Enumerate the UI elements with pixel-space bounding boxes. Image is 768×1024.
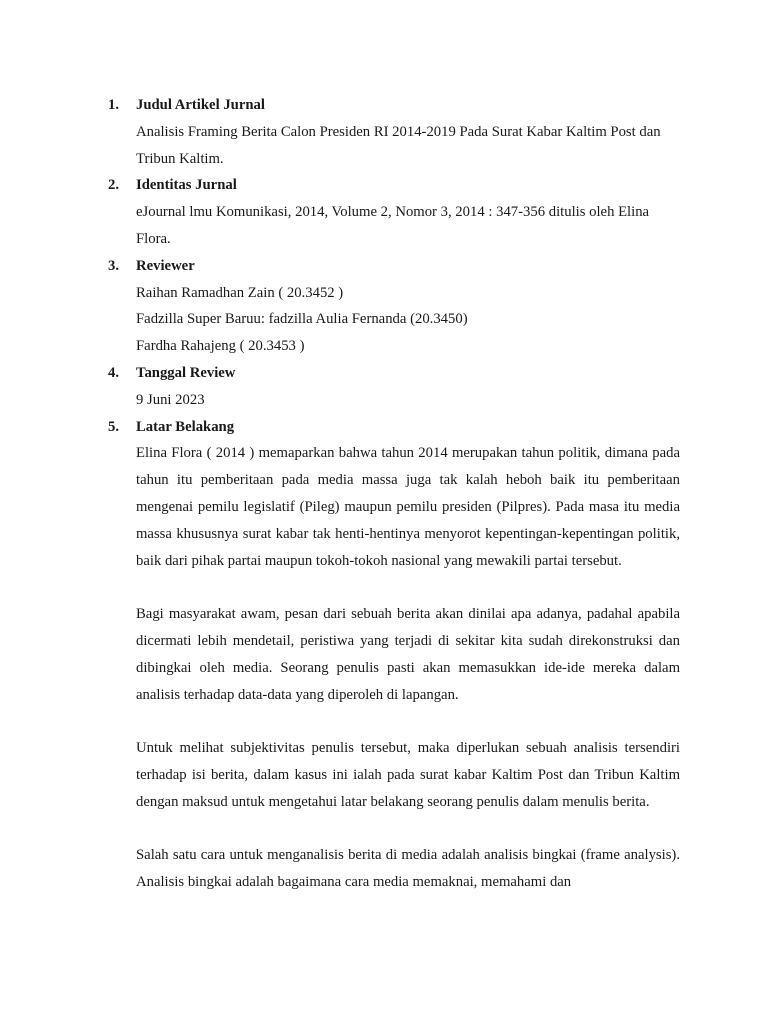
list-number: 2.: [108, 177, 120, 194]
section-heading: [108, 172, 680, 199]
section-tanggal-review: [108, 360, 680, 414]
background-paragraph: Bagi masyarakat awam, pesan dari sebuah berita akan dinilai apa adanya, padahal apabila dicermati lebih mendetail, peristiwa yang terjadi di sekitar kita sudah direkonstruksi dan dibingkai oleh media. Seorang penulis pasti akan memasukkan ide-ide mereka dalam analisis terhadap data-data yang diperoleh di lapangan.: [136, 606, 680, 703]
list-number: 1.: [108, 97, 120, 113]
section-reviewer: [108, 253, 680, 360]
heading-text: Tanggal Review: [136, 364, 236, 381]
review-date: 9 Juni 2023: [136, 391, 205, 408]
journal-identity-text: eJournal lmu Komunikasi, 2014, Volume 2, Nomor 3, 2014 : 347-356 ditulis oleh Elina Flora.: [136, 204, 650, 247]
section-heading: [108, 253, 680, 280]
background-paragraph: Untuk melihat subjektivitas penulis tersebut, maka diperlukan sebuah analisis tersendiri terhadap isi berita, dalam kasus ini ialah pada surat kabar Kaltim Post dan Tribun Kaltim dengan maksud untuk mengetahui latar belakang seorang penulis dalam menulis berita.: [136, 740, 680, 810]
section-heading: [108, 92, 680, 119]
section-heading: [108, 414, 680, 441]
section-identitas-jurnal: [108, 172, 680, 252]
background-paragraph: Salah satu cara untuk menganalisis berita di media adalah analisis bingkai (frame analysis). Analisis bingkai adalah bagaimana cara media memaknai, memahami dan: [136, 847, 680, 891]
list-number: 4.: [108, 364, 120, 381]
reviewer-name: Raihan Ramadhan Zain ( 20.3452 ): [136, 284, 344, 301]
list-number: 3.: [108, 257, 120, 274]
document-body: [108, 92, 680, 896]
reviewer-name: Fadzilla Super Baruu: fadzilla Aulia Fernanda (20.3450): [136, 311, 468, 328]
section-latar-belakang: [108, 414, 680, 896]
section-judul-artikel: [108, 92, 680, 172]
section-heading: [108, 360, 680, 387]
heading-text: Identitas Jurnal: [136, 177, 237, 194]
article-title-text: Analisis Framing Berita Calon Presiden RI 2014-2019 Pada Surat Kabar Kaltim Post dan Tribun Kaltim.: [136, 123, 661, 167]
background-paragraph: Elina Flora ( 2014 ) memaparkan bahwa tahun 2014 merupakan tahun politik, dimana pada tahun itu pemberitaan pada media massa juga tak kalah heboh baik itu pemberitaan mengenai pemilu legislatif (Pileg) maupun pemilu presiden (Pilpres). Pada masa itu media massa khususnya surat kabar tak henti-hentinya menyorot kepentingan-kepentingan politik, baik dari pihak partai maupun tokoh-tokoh nasional yang mewakili partai tersebut.: [136, 445, 680, 569]
list-number: 5.: [108, 418, 120, 435]
reviewer-name: Fardha Rahajeng ( 20.3453 ): [136, 338, 305, 355]
heading-text: Reviewer: [136, 257, 195, 274]
heading-text: Judul Artikel Jurnal: [136, 97, 265, 113]
heading-text: Latar Belakang: [136, 418, 235, 435]
